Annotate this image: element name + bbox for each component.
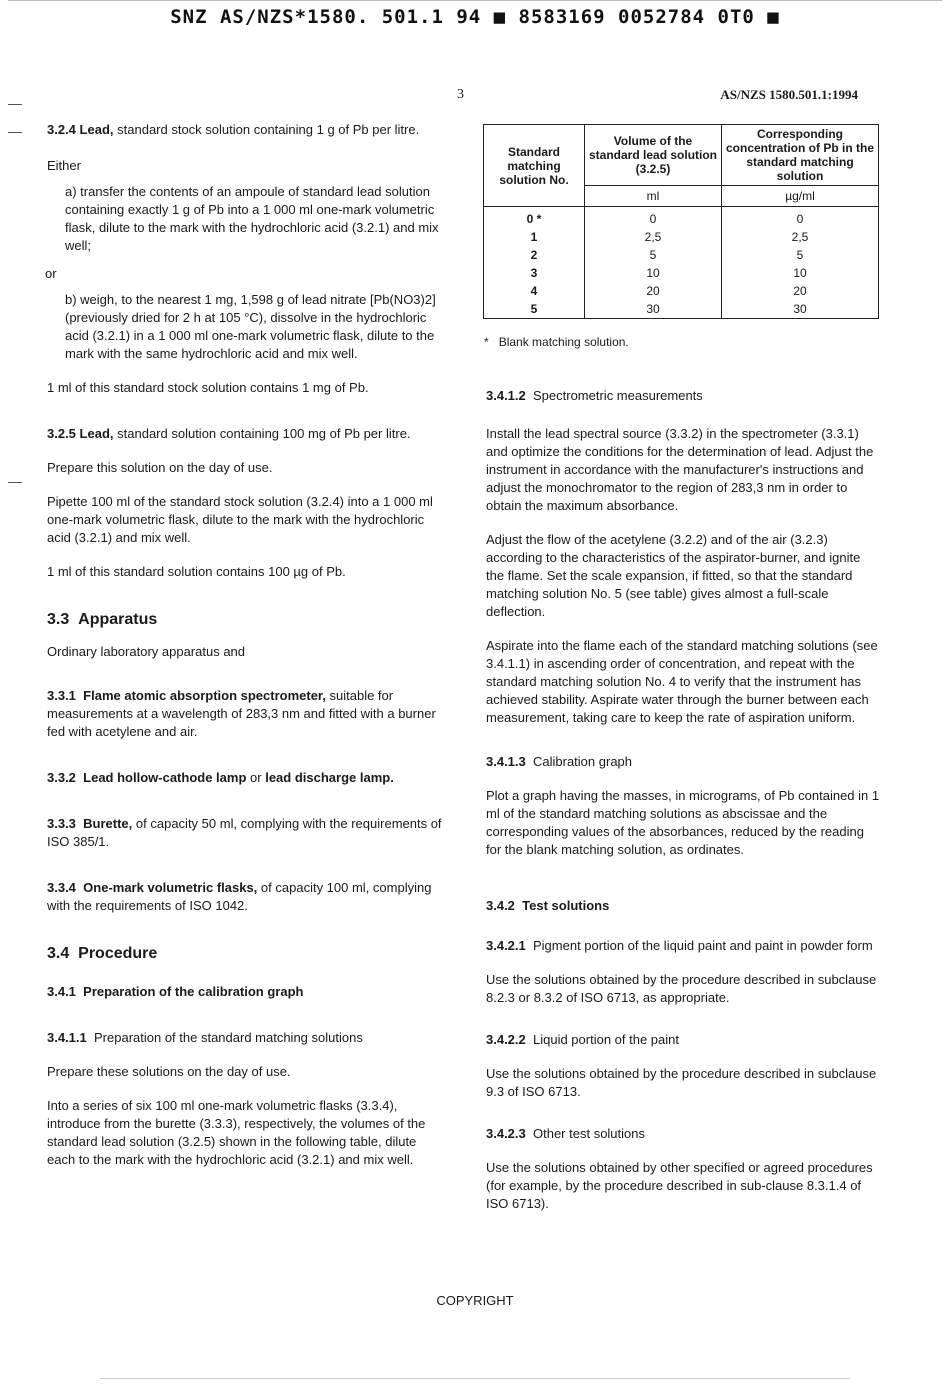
section-number: 3.3.3: [47, 816, 76, 831]
into-series: Into a series of six 100 ml one-mark volumetric flasks (3.3.4), introduce from the burette (3.3.3), respectively, the volumes of the standard lead solution (3.2.5) shown in the following table, dilute each to the mark with the hydrochloric acid (3.2.1) and mix well.: [47, 1098, 426, 1167]
margin-mark: [8, 104, 22, 105]
section-number: 3.4.1: [47, 984, 76, 999]
section-number: 3.2.4: [47, 122, 76, 137]
section-3-2-4: [47, 121, 443, 139]
section-text: standard stock solution containing 1 g of Pb per litre.: [117, 122, 420, 137]
section-number: 3.3: [47, 611, 70, 628]
table-row: [484, 207, 879, 229]
margin-mark: [8, 482, 22, 483]
section-title: One-mark volumetric flasks,: [83, 880, 258, 895]
table-cell-vol: 30: [585, 300, 722, 319]
table-cell-no: 1: [484, 228, 585, 246]
table-cell-vol: 5: [585, 246, 722, 264]
unit-ug-ml: µg/ml: [722, 186, 879, 207]
table-cell-no: 3: [484, 264, 585, 282]
section-number: 3.4.2.3: [486, 1126, 526, 1141]
plot-text: Plot a graph having the masses, in micrograms, of Pb contained in 1 ml of the standard matching solutions as abscissae and the corresponding values of the absorbances, reduced by the reading for the blank matching solution, as ordinates.: [486, 788, 880, 857]
table-cell-no: 5: [484, 300, 585, 319]
section-3-4-2-2-text: Use the solutions obtained by the procedure described in subclause 9.3 of ISO 6713.: [486, 1066, 877, 1099]
ordinary-text: Ordinary laboratory apparatus and: [47, 644, 246, 659]
section-title: Preparation of the standard matching solutions: [94, 1030, 363, 1045]
standard-reference: AS/NZS 1580.501.1:1994: [720, 87, 858, 102]
section-title: Spectrometric measurements: [533, 388, 703, 403]
section-title: Lead,: [79, 122, 114, 137]
stock-contains: 1 ml of this standard stock solution contains 1 mg of Pb.: [47, 380, 369, 395]
section-title: Other test solutions: [533, 1126, 645, 1141]
option-a: a) transfer the contents of an ampoule of standard lead solution containing exactly 1 g of Pb into a 1 000 ml one-mark volumetric flask, dilute to the mark with the hydrochloric acid (3.2.1) and mix well;: [65, 184, 439, 253]
section-number: 3.4.2.2: [486, 1032, 526, 1047]
table-row: [484, 246, 879, 264]
table-cell-no: 4: [484, 282, 585, 300]
section-3-3-2: [47, 769, 443, 787]
section-title: Pigment portion of the liquid paint and paint in powder form: [533, 938, 873, 953]
copyright-footer: COPYRIGHT: [436, 1293, 514, 1308]
section-3-4-2-3: [486, 1125, 880, 1143]
section-3-3-1: [47, 687, 443, 741]
section-title: Liquid portion of the paint: [533, 1032, 679, 1047]
margin-mark: [8, 132, 22, 133]
col-header-volume: Volume of the standard lead solution (3.2.5): [585, 125, 722, 186]
standard-matching-table: [483, 124, 879, 319]
section-number: 3.4: [47, 945, 70, 962]
section-title: Preparation of the calibration graph: [83, 984, 304, 999]
table-row: [484, 282, 879, 300]
section-number: 3.4.1.3: [486, 754, 526, 769]
section-3-4-1-3: [486, 753, 880, 771]
section-title: Lead hollow-cathode lamp: [83, 770, 247, 785]
section-3-2-5: [47, 425, 443, 443]
table-cell-vol: 0: [585, 207, 722, 229]
section-title: Calibration graph: [533, 754, 633, 769]
section-title: lead discharge lamp.: [265, 770, 394, 785]
table-cell-no: 2: [484, 246, 585, 264]
section-number: 3.2.5: [47, 426, 76, 441]
section-number: 3.3.2: [47, 770, 76, 785]
left-column: [47, 121, 443, 1169]
section-3-4-1-1: [47, 1029, 443, 1047]
install-text: Install the lead spectral source (3.3.2) in the spectrometer (3.3.1) and optimize the conditions for the determination of lead. Adjust the instrument in accordance with the manufacturer's instructions and adjust the monochromator to the region of 283,3 nm in order to obtain the maximum absorbance.: [486, 426, 874, 513]
section-number: 3.3.4: [47, 880, 76, 895]
prepare-day: Prepare this solution on the day of use.: [47, 460, 273, 475]
section-3-3-3: [47, 815, 443, 851]
table-row: [484, 228, 879, 246]
section-3-4-2-2: [486, 1031, 880, 1049]
unit-ml: ml: [585, 186, 722, 207]
table-row: [484, 300, 879, 319]
table-cell-conc: 20: [722, 282, 879, 300]
pipette-text: Pipette 100 ml of the standard stock solution (3.2.4) into a 1 000 ml one-mark volumetric flask, dilute to the mark with the hydrochloric acid (3.2.1) and mix well.: [47, 494, 433, 545]
table-header-row: [484, 125, 879, 186]
table-cell-conc: 5: [722, 246, 879, 264]
col-header-solution-no: Standard matching solution No.: [484, 125, 585, 207]
section-number: 3.4.2.1: [486, 938, 526, 953]
heading-3-3: [47, 611, 443, 629]
section-number: 3.4.1.2: [486, 388, 526, 403]
adjust-flow-text: Adjust the flow of the acetylene (3.2.2) and of the air (3.2.3) according to the characteristics of the aspirator-burner, and ignite the flame. Set the scale expansion, if fitted, so that the standard matching solution No. 5 (see table) gives almost a full-scale deflection.: [486, 532, 861, 619]
table-cell-vol: 10: [585, 264, 722, 282]
section-number: 3.3.1: [47, 688, 76, 703]
section-text: of capacity 50 ml, complying with the requirements of ISO 385/1.: [47, 816, 442, 849]
section-3-4-2-3-text: Use the solutions obtained by other specified or agreed procedures (for example, by the procedure described in sub-clause 8.3.1.4 of ISO 6713).: [486, 1160, 873, 1211]
table-cell-conc: 0: [722, 207, 879, 229]
table-cell-conc: 2,5: [722, 228, 879, 246]
table-cell-conc: 10: [722, 264, 879, 282]
standard-contains: 1 ml of this standard solution contains 100 µg of Pb.: [47, 564, 346, 579]
page-number: 3: [457, 87, 464, 102]
top-rule: [8, 0, 942, 1]
section-3-4-2-1-text: Use the solutions obtained by the procedure described in subclause 8.2.3 or 8.3.2 of ISO 6713, as appropriate.: [486, 972, 877, 1005]
section-title: Flame atomic absorption spectrometer,: [83, 688, 326, 703]
section-text: or: [250, 770, 262, 785]
col-header-concentration: Corresponding concentration of Pb in the standard matching solution: [722, 125, 879, 186]
section-title: Procedure: [78, 945, 158, 962]
or-label: or: [45, 266, 57, 281]
section-text: of capacity 100 ml, complying with the requirements of ISO 1042.: [47, 880, 432, 913]
table-cell-conc: 30: [722, 300, 879, 319]
footnote-mark: *: [484, 335, 489, 349]
table-cell-vol: 2,5: [585, 228, 722, 246]
section-number: 3.4.1.1: [47, 1030, 87, 1045]
table-cell-no: 0 *: [484, 207, 585, 229]
section-title: Apparatus: [78, 611, 158, 628]
section-number: 3.4.2: [486, 898, 515, 913]
either-label: Either: [47, 158, 81, 173]
aspirate-text: Aspirate into the flame each of the standard matching solutions (see 3.4.1.1) in ascending order of concentration, and repeat with the standard matching solution No. 4 to verify that the instrument has achieved stability. Aspirate water through the burner between each measurement, taking care to keep the rate of aspiration uniform.: [486, 638, 878, 725]
prepare-these: Prepare these solutions on the day of use.: [47, 1064, 291, 1079]
bottom-rule: [100, 1378, 850, 1379]
section-3-4-2-1: [486, 937, 880, 955]
table-footnote: [484, 333, 629, 351]
section-3-4-1: [47, 983, 443, 1001]
section-text: suitable for measurements at a wavelength of 283,3 nm and fitted with a burner fed with acetylene and air.: [47, 688, 436, 739]
section-title: Burette,: [83, 816, 133, 831]
section-text: standard solution containing 100 mg of Pb per litre.: [117, 426, 411, 441]
heading-3-4: [47, 945, 443, 963]
right-column: [486, 387, 880, 1213]
section-3-4-2: [486, 897, 880, 915]
footnote-text: Blank matching solution.: [498, 335, 629, 349]
table-row: [484, 264, 879, 282]
table-cell-vol: 20: [585, 282, 722, 300]
section-title: Test solutions: [522, 898, 610, 913]
section-3-3-4: [47, 879, 443, 915]
section-3-4-1-2: [486, 387, 880, 405]
document-id-header: SNZ AS/NZS*1580. 501.1 94 ■ 8583169 0052784 0T0 ■: [170, 6, 780, 28]
section-title: Lead,: [79, 426, 114, 441]
option-b: b) weigh, to the nearest 1 mg, 1,598 g of lead nitrate [Pb(NO3)2] (previously dried for 2 h at 105 °C), dissolve in the hydrochloric acid (3.2.1) in a 1 000 ml one-mark volumetric flask, dilute to the mark with the same hydrochloric acid and mix well.: [65, 292, 436, 361]
